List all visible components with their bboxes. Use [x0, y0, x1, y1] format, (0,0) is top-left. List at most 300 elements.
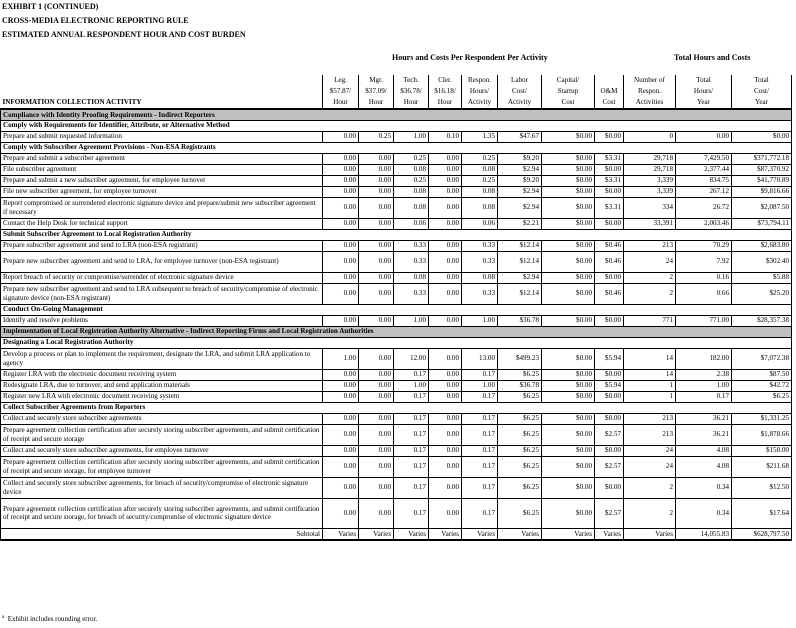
cell-value: Varies	[394, 528, 429, 540]
cell-value: 3,339	[624, 175, 676, 186]
table-row	[1, 272, 792, 283]
cell-value: 33,391	[624, 218, 676, 229]
cell-value: 0.00	[359, 413, 394, 424]
cell-value: 0.17	[462, 498, 498, 528]
cell-value: 26.72	[676, 197, 732, 218]
cell-value: 2	[624, 498, 676, 528]
cell-value: $42.72	[732, 380, 792, 391]
cell-value: 0.34	[676, 477, 732, 498]
table-row	[1, 283, 792, 304]
cell-value: $2.94	[498, 164, 542, 175]
cell-value: 0.00	[323, 413, 359, 424]
cell-value: Varies	[462, 528, 498, 540]
cell-value: $150.00	[732, 445, 792, 456]
cell-value: $3.31	[595, 175, 624, 186]
cell-value: $499.23	[498, 348, 542, 369]
cell-value: 0.00	[429, 413, 462, 424]
cell-value: $2.94	[498, 197, 542, 218]
cell-value: 0.00	[323, 424, 359, 445]
cell-value: 0.17	[394, 477, 429, 498]
table-row	[1, 380, 792, 391]
cell-value: 0.00	[359, 456, 394, 477]
cell-value: 0.17	[462, 445, 498, 456]
cell-value: 182.00	[676, 348, 732, 369]
cell-value: $0.46	[595, 283, 624, 304]
cell-value: 0.10	[429, 131, 462, 142]
cell-value: $0.00	[542, 197, 595, 218]
cell-value: 0.00	[359, 477, 394, 498]
cell-value: $0.00	[542, 498, 595, 528]
table-row	[1, 218, 792, 229]
cell-value: 0.00	[359, 445, 394, 456]
cell-value: 2	[624, 272, 676, 283]
cell-value: $0.00	[542, 131, 595, 142]
cell-value: 0.06	[394, 218, 429, 229]
cell-value: 0.00	[323, 153, 359, 164]
activity-label: Register LRA with the electronic document receiving system	[1, 369, 323, 380]
cell-value: $0.00	[542, 175, 595, 186]
cell-value: $0.00	[542, 369, 595, 380]
cell-value: 70.29	[676, 240, 732, 251]
cell-value: 0.00	[323, 251, 359, 272]
subsection-header-row	[1, 142, 792, 153]
cell-value: $2.57	[595, 498, 624, 528]
subsection-label: Collect Subscriber Agreements from Reporters	[1, 402, 792, 413]
table-row	[1, 315, 792, 326]
cell-value: 29,718	[624, 153, 676, 164]
cell-value: 0.00	[323, 369, 359, 380]
table-row	[1, 251, 792, 272]
cell-value: $2.57	[595, 456, 624, 477]
section-label: Implementation of Local Registration Authority Alternative - Indirect Reporting Firms and Local Registration Authorities	[1, 326, 792, 337]
cell-value: 3,339	[624, 186, 676, 197]
cell-value: 1	[624, 391, 676, 402]
cell-value: 0.00	[359, 380, 394, 391]
subsection-label: Comply with Requirements for Identifier, Attribute, or Alternative Method	[1, 120, 792, 131]
cell-value: $6.25	[732, 391, 792, 402]
cell-value: $9.20	[498, 175, 542, 186]
subtotal-row	[1, 528, 792, 540]
cell-value: $0.00	[542, 240, 595, 251]
col-cler-header: Cler. $16.18/ Hour	[429, 75, 462, 109]
cell-value: $41,770.89	[732, 175, 792, 186]
cell-value: 0.00	[429, 498, 462, 528]
subtotal-label: Subtotal	[1, 528, 323, 540]
cell-value: 0.00	[359, 315, 394, 326]
cell-value: $0.00	[542, 391, 595, 402]
activity-label: Contact the Help Desk for technical support	[1, 218, 323, 229]
cell-value: 267.12	[676, 186, 732, 197]
activity-label: Prepare and submit a new subscriber agreement, for employee turnover	[1, 175, 323, 186]
per-respondent-group-label: Hours and Costs Per Respondent Per Activity	[392, 53, 548, 62]
cell-value: 0.33	[394, 283, 429, 304]
activity-label: Prepare new subscriber agreement and send to LRA subsequent to breach of security/compromise of electronic signature device (non-ESA registrant)	[1, 283, 323, 304]
table-row	[1, 498, 792, 528]
cell-value: 0.17	[462, 477, 498, 498]
cell-value: 13.00	[462, 348, 498, 369]
cell-value: 0.33	[462, 251, 498, 272]
cell-value: 12.00	[394, 348, 429, 369]
activity-label: Redesignate LRA, due to turnover, and send application materials	[1, 380, 323, 391]
cell-value: $6.25	[498, 424, 542, 445]
cell-value: 0.08	[462, 272, 498, 283]
cell-value: 0.08	[394, 164, 429, 175]
table-row	[1, 186, 792, 197]
cell-value: $9,816.66	[732, 186, 792, 197]
section-label: Compliance with Identity Proofing Requirements - Indirect Reporters	[1, 109, 792, 120]
cell-value: 0.17	[462, 391, 498, 402]
cell-value: 2,003.46	[676, 218, 732, 229]
activity-label: Identify and resolve problems	[1, 315, 323, 326]
cell-value: $0.46	[595, 251, 624, 272]
cell-value: 0.00	[323, 272, 359, 283]
cell-value: $6.25	[498, 369, 542, 380]
col-leg-header: Leg. $57.87/ Hour	[323, 75, 359, 109]
cell-value: 4.08	[676, 456, 732, 477]
table-row	[1, 391, 792, 402]
cell-value: $0.46	[595, 240, 624, 251]
cell-value: $87,370.92	[732, 164, 792, 175]
cell-value: 0.00	[429, 369, 462, 380]
cell-value: 0.00	[429, 240, 462, 251]
cell-value: $0.00	[542, 251, 595, 272]
col-respon-hours-header: Respon. Hours/ Activity	[462, 75, 498, 109]
cell-value: 0.00	[359, 283, 394, 304]
subsection-label: Conduct On-Going Management	[1, 304, 792, 315]
cell-value: 0.00	[429, 186, 462, 197]
cell-value: $6.25	[498, 456, 542, 477]
subsection-header-row	[1, 229, 792, 240]
cell-value: $17.64	[732, 498, 792, 528]
cell-value: $47.67	[498, 131, 542, 142]
cell-value: 0.00	[429, 391, 462, 402]
cell-value: 0.17	[394, 498, 429, 528]
cell-value: 0.17	[394, 424, 429, 445]
cell-value: $0.00	[542, 153, 595, 164]
cell-value: $5.94	[595, 348, 624, 369]
cell-value: $9.20	[498, 153, 542, 164]
col-mgr-header: Mgr. $37.09/ Hour	[359, 75, 394, 109]
activity-label: Prepare new subscriber agreement and send to LRA, for employee turnover (non-ESA registrant)	[1, 251, 323, 272]
cell-value: 0.00	[359, 272, 394, 283]
col-tech-header: Tech. $36.78/ Hour	[394, 75, 429, 109]
footnote-text: Exhibit includes rounding error.	[7, 615, 98, 623]
table-row	[1, 369, 792, 380]
cell-value: 0.25	[394, 175, 429, 186]
cell-value: 1.35	[462, 131, 498, 142]
footnote-mark: a	[2, 615, 5, 620]
cell-value: 0.00	[323, 391, 359, 402]
cell-value: 771.00	[676, 315, 732, 326]
table-row	[1, 131, 792, 142]
cell-value: $0.00	[542, 315, 595, 326]
cell-value: 0.25	[462, 175, 498, 186]
cell-value: $6.25	[498, 477, 542, 498]
cell-value: 0.00	[323, 218, 359, 229]
table-row	[1, 456, 792, 477]
cell-value: $7,072.38	[732, 348, 792, 369]
cell-value: Varies	[429, 528, 462, 540]
cell-value: 14,055.83	[676, 528, 732, 540]
cell-value: 36.21	[676, 413, 732, 424]
cell-value: $0.00	[595, 445, 624, 456]
cell-value: 0	[624, 131, 676, 142]
rule-title: CROSS-MEDIA ELECTRONIC REPORTING RULE	[2, 16, 189, 25]
activity-label: Collect and securely store subscriber agreements, for breach of security/compromise of electronic signature device	[1, 477, 323, 498]
cell-value: 0.17	[394, 445, 429, 456]
cell-value: 0.00	[676, 131, 732, 142]
cell-value: 0.00	[429, 348, 462, 369]
activity-label: File subscriber agreement	[1, 164, 323, 175]
cell-value: 771	[624, 315, 676, 326]
cell-value: Varies	[498, 528, 542, 540]
cell-value: $28,357.38	[732, 315, 792, 326]
cell-value: $0.00	[595, 413, 624, 424]
cell-value: 0.00	[323, 380, 359, 391]
cell-value: 0.00	[323, 445, 359, 456]
cell-value: 0.00	[429, 424, 462, 445]
cell-value: $6.25	[498, 445, 542, 456]
cell-value: 0.00	[429, 251, 462, 272]
cell-value: 0.25	[394, 153, 429, 164]
cell-value: $2.94	[498, 186, 542, 197]
cell-value: 0.00	[323, 240, 359, 251]
cell-value: 0.00	[429, 283, 462, 304]
cell-value: $0.00	[732, 131, 792, 142]
cell-value: 0.17	[462, 456, 498, 477]
cell-value: $0.00	[542, 283, 595, 304]
cell-value: 0.17	[394, 391, 429, 402]
cell-value: 0.17	[394, 369, 429, 380]
cell-value: $6.25	[498, 413, 542, 424]
cell-value: 2	[624, 283, 676, 304]
table-row	[1, 240, 792, 251]
cell-value: $0.00	[595, 477, 624, 498]
cell-value: 0.00	[323, 498, 359, 528]
cell-value: 0.00	[429, 197, 462, 218]
cell-value: $6.25	[498, 498, 542, 528]
section-header-row	[1, 326, 792, 337]
cell-value: 0.00	[359, 197, 394, 218]
cell-value: 0.16	[676, 272, 732, 283]
table-row	[1, 197, 792, 218]
cell-value: $371,772.18	[732, 153, 792, 164]
cell-value: 0.00	[359, 153, 394, 164]
cell-value: $6.25	[498, 391, 542, 402]
subsection-label: Submit Subscriber Agreement to Local Registration Authority	[1, 229, 792, 240]
cell-value: Varies	[542, 528, 595, 540]
col-om-header: O&M Cost	[595, 75, 624, 109]
cell-value: 0.00	[323, 283, 359, 304]
cell-value: 0.17	[676, 391, 732, 402]
cell-value: 0.00	[323, 456, 359, 477]
cell-value: 0.00	[429, 445, 462, 456]
cell-value: $25.20	[732, 283, 792, 304]
cell-value: 213	[624, 240, 676, 251]
activity-column-header: INFORMATION COLLECTION ACTIVITY	[1, 75, 323, 109]
activity-label: Report compromised or surrendered electronic signature device and prepare/submit new subscriber agreement if necessary	[1, 197, 323, 218]
cell-value: 1.00	[394, 131, 429, 142]
cell-value: 0.00	[429, 175, 462, 186]
cell-value: $3.31	[595, 153, 624, 164]
cell-value: $0.00	[595, 315, 624, 326]
cell-value: 2	[624, 477, 676, 498]
cell-value: $3.31	[595, 197, 624, 218]
cell-value: 1.00	[462, 315, 498, 326]
cell-value: 0.34	[676, 498, 732, 528]
cell-value: 4.08	[676, 445, 732, 456]
cell-value: 0.00	[359, 175, 394, 186]
cell-value: 0.00	[359, 348, 394, 369]
cell-value: 1	[624, 380, 676, 391]
cell-value: 2,377.44	[676, 164, 732, 175]
activity-label: Report breach of security or compromise/surrender of electronic signature device	[1, 272, 323, 283]
activity-label: Prepare agreement collection certification after securely storing subscriber agreements, and submit certification of receipt and secure storage, for employee turnover	[1, 456, 323, 477]
cell-value: $36.78	[498, 315, 542, 326]
cell-value: $0.00	[595, 186, 624, 197]
cell-value: Varies	[624, 528, 676, 540]
table-row	[1, 348, 792, 369]
cell-value: $2.57	[595, 424, 624, 445]
cell-value: $1,878.66	[732, 424, 792, 445]
cell-value: 213	[624, 413, 676, 424]
subsection-label: Comply with Subscriber Agreement Provisions - Non-ESA Registrants	[1, 142, 792, 153]
cell-value: $0.00	[595, 272, 624, 283]
cell-value: 0.00	[359, 218, 394, 229]
col-activities-header: Number of Respon. Activities	[624, 75, 676, 109]
cell-value: 0.33	[394, 240, 429, 251]
cell-value: 7.92	[676, 251, 732, 272]
subsection-header-row	[1, 337, 792, 348]
cell-value: $0.00	[542, 380, 595, 391]
cell-value: 0.00	[359, 369, 394, 380]
cell-value: 0.00	[359, 498, 394, 528]
cell-value: Varies	[323, 528, 359, 540]
cell-value: 0.66	[676, 283, 732, 304]
col-labor-cost-header: Labor Cost/ Activity	[498, 75, 542, 109]
activity-label: Collect and securely store subscriber agreements	[1, 413, 323, 424]
cell-value: $0.00	[542, 456, 595, 477]
cell-value: $0.00	[542, 272, 595, 283]
subsection-header-row	[1, 402, 792, 413]
cell-value: 1.00	[676, 380, 732, 391]
cell-value: 0.17	[394, 456, 429, 477]
cell-value: $0.00	[595, 164, 624, 175]
cell-value: 0.00	[359, 391, 394, 402]
activity-label: Prepare and submit requested information	[1, 131, 323, 142]
cell-value: 1.00	[394, 315, 429, 326]
cell-value: 0.33	[462, 283, 498, 304]
cell-value: Varies	[359, 528, 394, 540]
cell-value: $0.00	[542, 413, 595, 424]
cell-value: 24	[624, 456, 676, 477]
activity-label: Develop a process or plan to implement the requirement, designate the LRA, and submit LRA application to agency	[1, 348, 323, 369]
cell-value: 834.75	[676, 175, 732, 186]
table-row	[1, 424, 792, 445]
cell-value: $5.88	[732, 272, 792, 283]
cell-value: 0.08	[462, 164, 498, 175]
cell-value: $211.68	[732, 456, 792, 477]
cell-value: 0.08	[462, 186, 498, 197]
cell-value: 14	[624, 369, 676, 380]
subsection-header-row	[1, 120, 792, 131]
cell-value: 0.00	[323, 131, 359, 142]
cell-value: 0.08	[394, 186, 429, 197]
cell-value: 213	[624, 424, 676, 445]
cell-value: 0.00	[429, 164, 462, 175]
cell-value: 1.00	[462, 380, 498, 391]
totals-group-label: Total Hours and Costs	[674, 53, 751, 62]
cell-value: 1.00	[394, 380, 429, 391]
cell-value: 0.00	[429, 218, 462, 229]
cell-value: 0.17	[462, 424, 498, 445]
cell-value: $0.00	[542, 424, 595, 445]
cell-value: 0.06	[462, 218, 498, 229]
cell-value: 0.33	[462, 240, 498, 251]
cell-value: $0.00	[595, 131, 624, 142]
activity-label: Register new LRA with electronic document receiving system	[1, 391, 323, 402]
cell-value: 24	[624, 445, 676, 456]
burden-title: ESTIMATED ANNUAL RESPONDENT HOUR AND COST BURDEN	[2, 30, 246, 39]
cell-value: 0.00	[429, 153, 462, 164]
cell-value: 7,429.50	[676, 153, 732, 164]
table-row	[1, 477, 792, 498]
cell-value: 0.00	[359, 240, 394, 251]
cell-value: 0.00	[429, 380, 462, 391]
col-capital-header: Capital/ Startup Cost	[542, 75, 595, 109]
cell-value: $12.14	[498, 240, 542, 251]
cell-value: 36.21	[676, 424, 732, 445]
cell-value: 0.00	[323, 197, 359, 218]
section-header-row	[1, 109, 792, 120]
cell-value: $0.00	[542, 164, 595, 175]
cell-value: 0.25	[359, 131, 394, 142]
table-row	[1, 413, 792, 424]
cell-value: 0.00	[359, 251, 394, 272]
cell-value: $302.40	[732, 251, 792, 272]
cell-value: 0.08	[394, 197, 429, 218]
cell-value: Varies	[595, 528, 624, 540]
cell-value: $2,087.50	[732, 197, 792, 218]
exhibit-label: EXHIBIT 1 (CONTINUED)	[2, 2, 99, 11]
cell-value: 0.00	[429, 315, 462, 326]
cell-value: 0.17	[462, 369, 498, 380]
cell-value: 0.00	[323, 175, 359, 186]
subsection-header-row	[1, 304, 792, 315]
cell-value: 0.17	[462, 413, 498, 424]
cell-value: $0.00	[595, 391, 624, 402]
cell-value: $12.14	[498, 251, 542, 272]
cell-value: $0.00	[542, 348, 595, 369]
cell-value: 0.00	[323, 315, 359, 326]
cell-value: 0.33	[394, 251, 429, 272]
cell-value: 0.00	[323, 186, 359, 197]
col-total-hours-header: Total Hours/ Year	[676, 75, 732, 109]
activity-label: Prepare subscriber agreement and send to LRA (non-ESA registrant)	[1, 240, 323, 251]
cell-value: 0.00	[323, 477, 359, 498]
cell-value: $2.94	[498, 272, 542, 283]
cell-value: 1.00	[323, 348, 359, 369]
cell-value: $12.14	[498, 283, 542, 304]
cell-value: 0.17	[394, 413, 429, 424]
cell-value: $2.21	[498, 218, 542, 229]
activity-label: File new subscriber agreement, for employee turnover	[1, 186, 323, 197]
cell-value: 0.00	[429, 477, 462, 498]
table-row	[1, 153, 792, 164]
activity-label: Prepare and submit a subscriber agreement	[1, 153, 323, 164]
cell-value: $1,331.25	[732, 413, 792, 424]
cell-value: $73,794.11	[732, 218, 792, 229]
